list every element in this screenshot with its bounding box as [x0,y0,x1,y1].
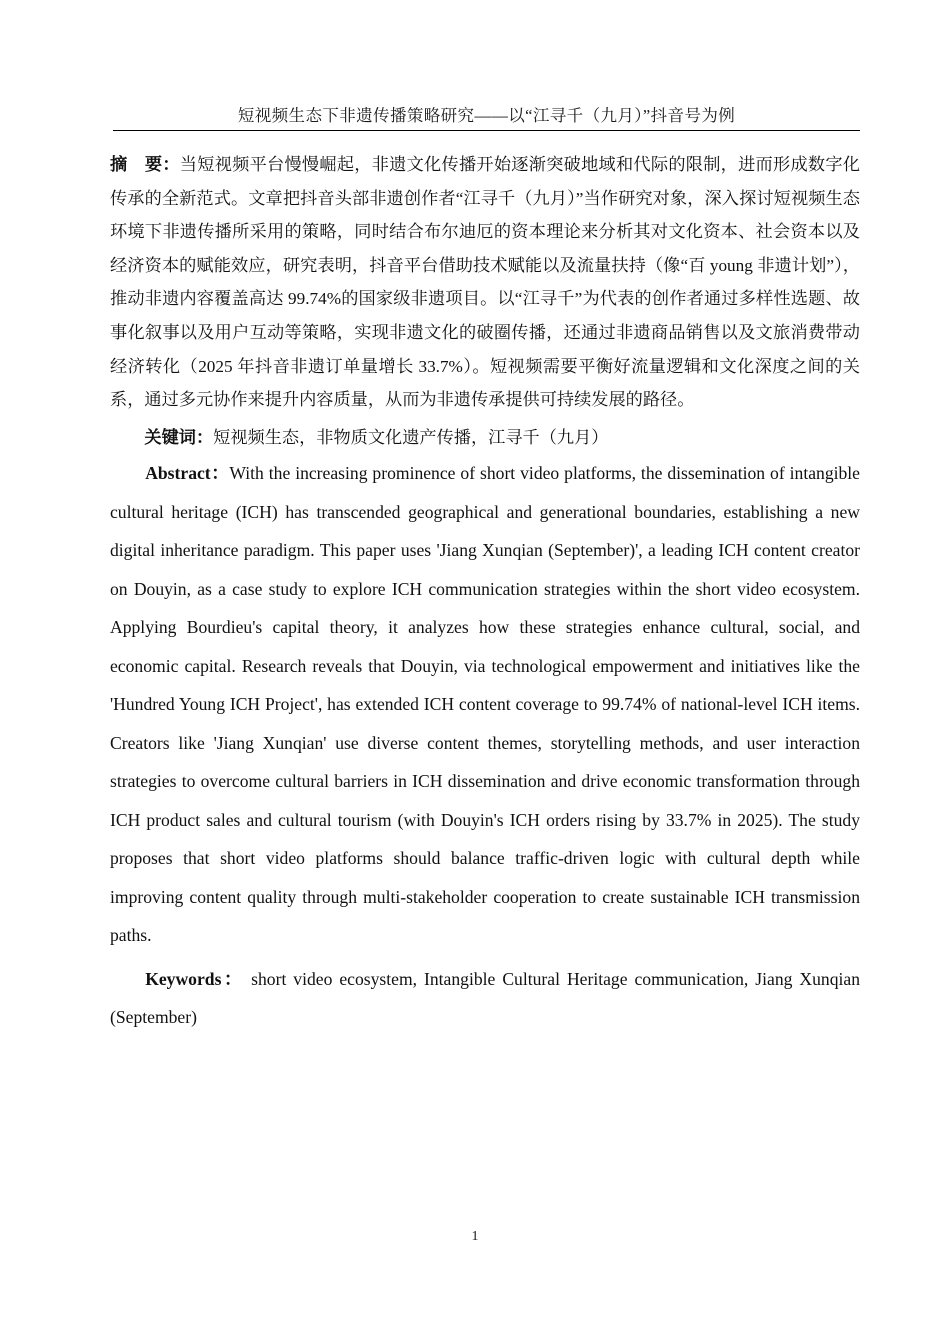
page-title: 短视频生态下非遗传播策略研究——以“江寻千（九月）”抖音号为例 [237,106,736,125]
abstract-en-label: Abstract： [145,463,230,484]
keywords-cn-text: 短视频生态，非物质文化遗产传播，江寻千（九月） [213,427,609,447]
page-number: 1 [471,1229,479,1244]
abstract-cn-paragraph [110,148,860,417]
abstract-en-text: With the increasing prominence of short video platforms, the dissemination of intangible cultural heritage (ICH) has transcended geographical and generational boundaries, establishing a new digital inheritance paradigm. This paper uses 'Jiang Xunqian (September)', a leading ICH content creator on Douyin, as a case study to explore ICH communication strategies within the short video ecosystem. Applying Bourdieu's capital theory, it analyzes how these strategies enhance cultural, social, and economic capital. Research reveals that Douyin, via technological empowerment and initiatives like the 'Hundred Young ICH Project', has extended ICH content coverage to 99.74% of national-level ICH items. Creators like 'Jiang Xunqian' use diverse content themes, storytelling methods, and user interaction strategies to overcome cultural barriers in ICH dissemination and drive economic transformation through ICH product sales and cultural tourism (with Douyin's ICH orders rising by 33.7% in 2025). The study proposes that short video platforms should balance traffic-driven logic with cultural depth while improving content quality through multi-stakeholder cooperation to create sustainable ICH transmission paths. [110,463,860,946]
keywords-en-label: Keywords： [145,968,245,989]
abstract-en-paragraph [110,454,860,955]
abstract-cn-label: 摘 要： [110,155,180,174]
keywords-cn-line [110,421,860,455]
running-header [113,104,860,131]
keywords-en-line [110,960,860,1037]
header-divider [113,130,860,131]
keywords-en-text: short video ecosystem, Intangible Cultural Heritage communication, Jiang Xunqian (September) [110,968,860,1028]
document-content [110,148,860,1037]
abstract-cn-text: 当短视频平台慢慢崛起，非遗文化传播开始逐渐突破地域和代际的限制，进而形成数字化传承的全新范式。文章把抖音头部非遗创作者“江寻千（九月）”当作研究对象，深入探讨短视频生态环境下非遗传播所采用的策略，同时结合布尔迪厄的资本理论来分析其对文化资本、社会资本以及经济资本的赋能效应，研究表明，抖音平台借助技术赋能以及流量扶持（像“百 young 非遗计划”），推动非遗内容覆盖高达 99.74%的国家级非遗项目。以“江寻千”为代表的创作者通过多样性选题、故事化叙事以及用户互动等策略，实现非遗文化的破圈传播，还通过非遗商品销售以及文旅消费带动经济转化（2025 年抖音非遗订单量增长 33.7%）。短视频需要平衡好流量逻辑和文化深度之间的关系，通过多元协作来提升内容质量，从而为非遗传承提供可持续发展的路径。 [110,155,860,410]
keywords-cn-label: 关键词： [144,427,214,447]
